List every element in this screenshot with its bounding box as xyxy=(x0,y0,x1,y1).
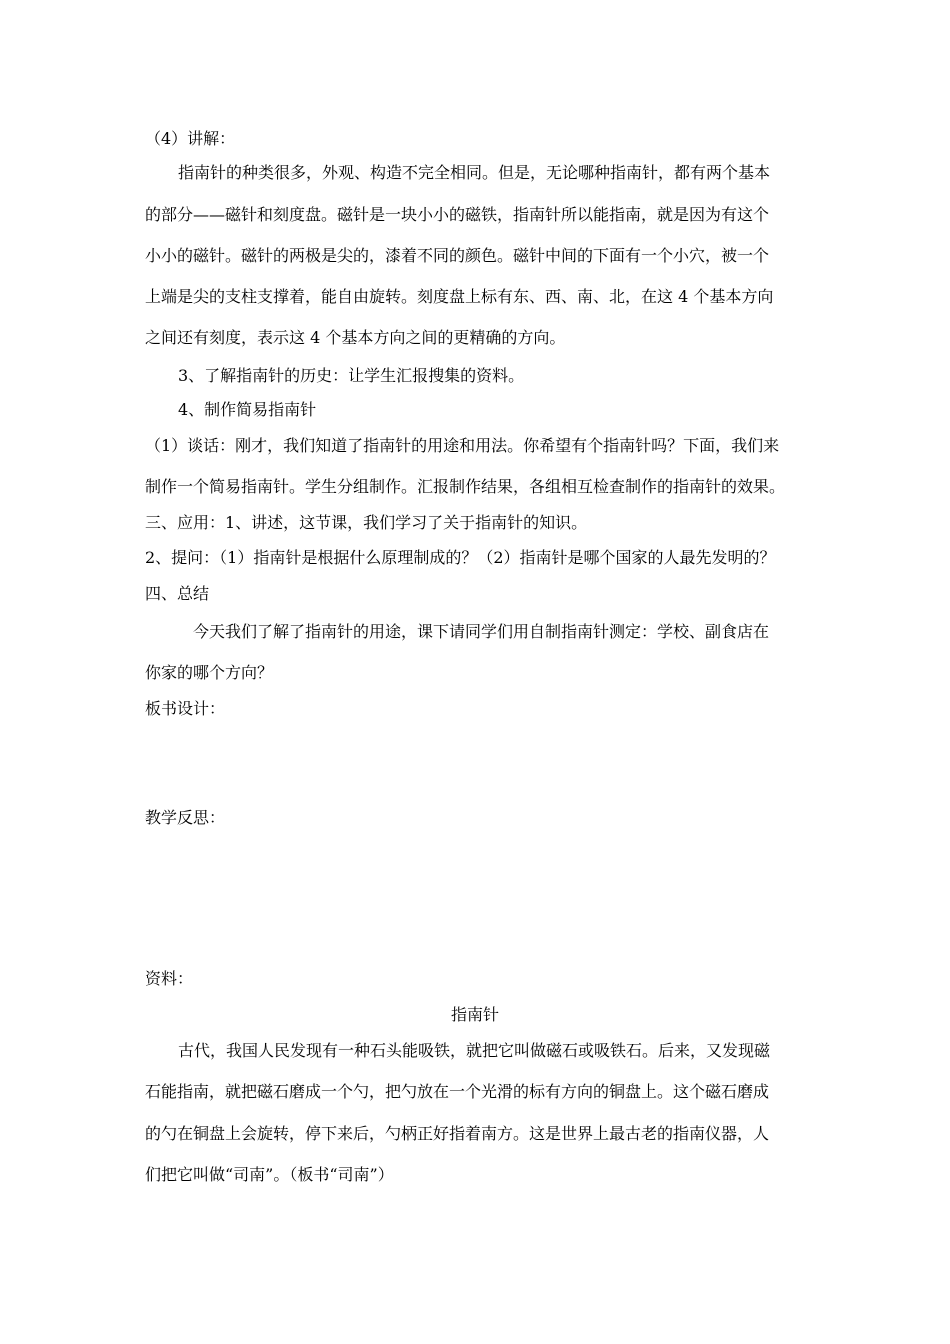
section-summary: 四、总结 xyxy=(145,584,210,603)
paragraph-line: 的部分——磁针和刻度盘。磁针是一块小小的磁铁，指南针所以能指南，就是因为有这个 xyxy=(145,205,770,224)
paragraph-line: 的勺在铜盘上会旋转，停下来后，勺柄正好指着南方。这是世界上最古老的指南仪器，人 xyxy=(145,1124,770,1143)
questions-line: 2、提问：（1）指南针是根据什么原理制成的？（2）指南针是哪个国家的人最先发明的？ xyxy=(145,548,776,567)
paragraph-line: 们把它叫做“司南”。（板书“司南”） xyxy=(145,1165,394,1184)
section-history: 3、了解指南针的历史：让学生汇报搜集的资料。 xyxy=(178,366,525,385)
paragraph-line: 石能指南，就把磁石磨成一个勺，把勺放在一个光滑的标有方向的铜盘上。这个磁石磨成 xyxy=(145,1082,770,1101)
materials-title: 指南针 xyxy=(450,1005,499,1024)
paragraph-line: 今天我们了解了指南针的用途，课下请同学们用自制指南针测定：学校、副食店在 xyxy=(193,622,770,641)
paragraph-line: 指南针的种类很多，外观、构造不完全相同。但是，无论哪种指南针，都有两个基本 xyxy=(178,163,771,182)
section-application: 三、应用：1、讲述，这节课，我们学习了关于指南针的知识。 xyxy=(145,513,588,532)
section-make-compass: 4、制作简易指南针 xyxy=(178,400,317,419)
paragraph-line: 上端是尖的支柱支撑着，能自由旋转。刻度盘上标有东、西、南、北，在这 4 个基本方向 xyxy=(145,287,774,306)
heading-explain: （4）讲解： xyxy=(145,129,236,148)
board-design-label: 板书设计： xyxy=(145,699,226,718)
paragraph-line: 之间还有刻度，表示这 4 个基本方向之间的更精确的方向。 xyxy=(145,328,566,347)
paragraph-line: （1）谈话：刚才，我们知道了指南针的用途和用法。你希望有个指南针吗？下面，我们来 xyxy=(145,436,780,455)
materials-label: 资料： xyxy=(145,969,194,988)
paragraph-line: 古代，我国人民发现有一种石头能吸铁，就把它叫做磁石或吸铁石。后来，又发现磁 xyxy=(178,1041,771,1060)
paragraph-line: 你家的哪个方向？ xyxy=(145,663,274,682)
teaching-reflection-label: 教学反思： xyxy=(145,808,226,827)
paragraph-line: 小小的磁针。磁针的两极是尖的，漆着不同的颜色。磁针中间的下面有一个小穴，被一个 xyxy=(145,246,770,265)
paragraph-line: 制作一个简易指南针。学生分组制作。汇报制作结果，各组相互检查制作的指南针的效果。 xyxy=(145,477,786,496)
